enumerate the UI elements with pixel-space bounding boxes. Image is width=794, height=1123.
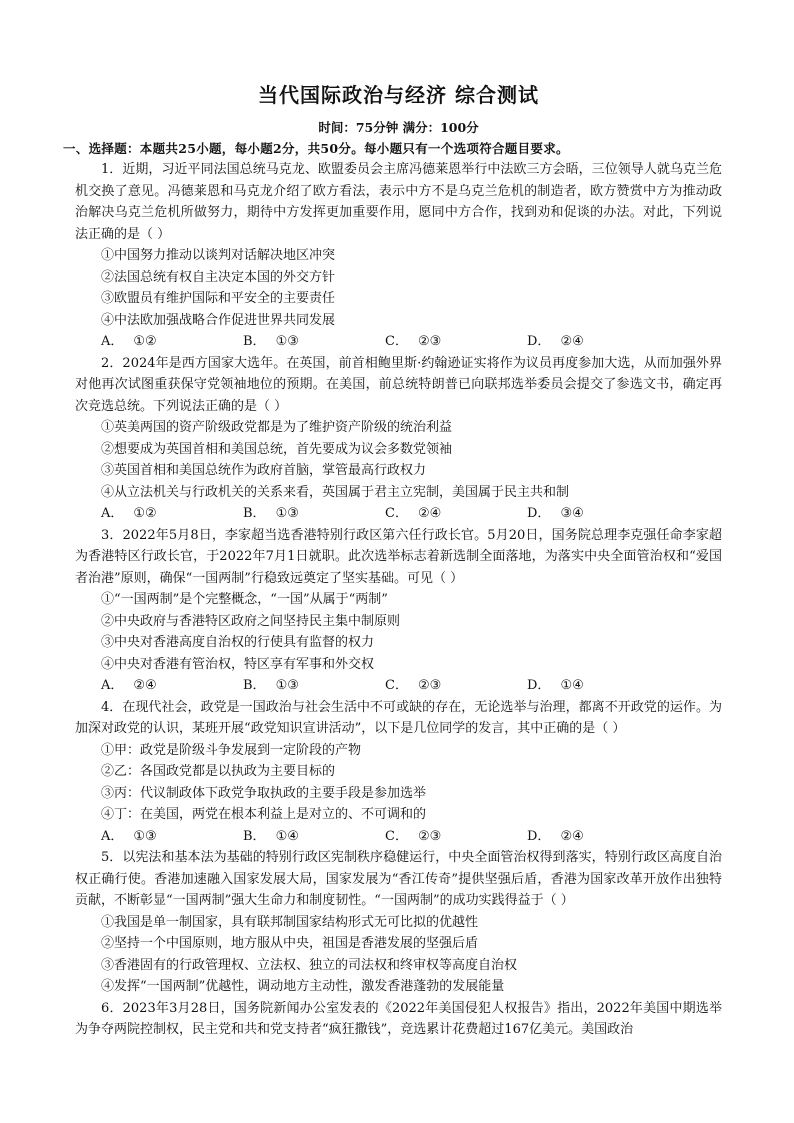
- question-option: ①我国是单一制国家，具有联邦制国家结构形式无可比拟的优越性: [101, 914, 479, 930]
- question-option: ②乙：各国政党都是以执政为主要目标的: [101, 764, 336, 779]
- question-option: ④丁：在美国，两党在根本利益上是对立的、不可调和的: [101, 807, 427, 822]
- choice-value: ②④: [133, 678, 157, 693]
- question-option: ③中央对香港高度自治权的行使具有监督的权力: [101, 635, 375, 650]
- question-3: [75, 525, 722, 697]
- exam-meta: 时间：75分钟 满分：100分: [318, 120, 479, 135]
- choice-value: ②④: [417, 506, 442, 521]
- answer-choice[interactable]: [101, 503, 243, 525]
- question-4: [75, 697, 722, 848]
- choice-value: ①③: [275, 678, 299, 693]
- choice-value: ①③: [275, 506, 299, 521]
- choice-letter: A．: [101, 506, 124, 521]
- choice-letter: D．: [527, 828, 551, 844]
- question-6: [75, 998, 722, 1041]
- answer-choices: [101, 331, 722, 353]
- choice-letter: C．: [385, 334, 408, 349]
- answer-choice[interactable]: [101, 826, 243, 848]
- question-option: ②中央政府与香港特区政府之间坚持民主集中制原则: [101, 613, 401, 629]
- choice-value: ①④: [275, 828, 299, 844]
- answer-choice[interactable]: [527, 331, 669, 353]
- question-stem: 2．2024年是西方国家大选年。在英国，前首相鲍里斯·约翰逊证实将作为议员再度参加大选，从而加强外界对他再次试图重获保守党领袖地位的预期。在美国，前总统特朗普已向联邦选举委员会提交了参选文书，确定再次竞选总统。下列说法正确的是（ ）: [75, 355, 722, 414]
- exam-title: 当代国际政治与经济 综合测试: [258, 83, 539, 107]
- answer-choice[interactable]: [385, 675, 527, 697]
- choice-value: ①②: [133, 334, 157, 349]
- answer-choices: [101, 503, 722, 525]
- choice-letter: C．: [385, 678, 408, 693]
- choice-value: ①②: [133, 506, 157, 521]
- question-stem: 3．2022年5月8日，李家超当选香港特别行政区第六任行政长官。5月20日，国务院总理李克强任命李家超为香港特区行政长官，于2022年7月1日就职。此次选举标志着新选制全面落地，为落实中央全面管治权和“爱国者治港”原则，确保“一国两制”行稳致远奠定了坚实基础。可见（ ）: [75, 527, 722, 586]
- answer-choice[interactable]: [527, 826, 669, 848]
- choice-value: ②④: [560, 828, 584, 844]
- question-stem: 5．以宪法和基本法为基础的特别行政区宪制秩序稳健运行，中央全面管治权得到落实，特别行政区高度自治权正确行使。香港加速融入国家发展大局，国家发展为“香江传奇”提供坚强后盾，香港为国家改革开放作出独特贡献，不断彰显“一国两制”强大生命力和制度韧性。“一国两制”的成功实践得益于（ ）: [75, 850, 722, 908]
- question-option: ③香港固有的行政管理权、立法权、独立的司法权和终审权等高度自治权: [101, 957, 518, 973]
- choice-letter: D．: [527, 334, 551, 349]
- choice-letter: A．: [101, 334, 124, 349]
- choice-value: ①③: [275, 334, 299, 349]
- choice-letter: C．: [385, 506, 408, 521]
- choice-letter: A．: [101, 678, 124, 693]
- answer-choice[interactable]: [527, 503, 669, 525]
- question-option: ①中国努力推动以谈判对话解决地区冲突: [101, 248, 336, 263]
- answer-choice[interactable]: [243, 503, 385, 525]
- answer-choice[interactable]: [527, 675, 669, 697]
- answer-choice[interactable]: [385, 503, 527, 525]
- choice-letter: B．: [243, 828, 266, 844]
- question-2: [75, 353, 722, 525]
- question-option: ①甲：政党是阶级斗争发展到一定阶段的产物: [101, 742, 362, 758]
- question-option: ①“一国两制”是个完整概念，“一国”从属于“两制”: [101, 592, 388, 607]
- choice-letter: B．: [243, 678, 266, 693]
- question-option: ④发挥“一国两制”优越性，调动地方主动性，激发香港蓬勃的发展能量: [101, 979, 505, 994]
- answer-choice[interactable]: [243, 675, 385, 697]
- answer-choice[interactable]: [101, 331, 243, 353]
- choice-value: ①③: [133, 828, 157, 844]
- question-option: ②坚持一个中国原则，地方服从中央，祖国是香港发展的坚强后盾: [101, 936, 479, 951]
- question-stem: 4．在现代社会，政党是一国政治与社会生活中不可或缺的存在，无论选举与治理，都离不开政党的运作。为加深对政党的认识，某班开展“政党知识宣讲活动”，以下是几位同学的发言，其中正确的是（ ）: [75, 699, 722, 736]
- question-option: ④从立法机关与行政机关的关系来看，英国属于君主立宪制，美国属于民主共和制: [101, 484, 570, 500]
- question-stem: 1．近期，习近平同法国总统马克龙、欧盟委员会主席冯德莱恩举行中法欧三方会晤，三位领导人就乌克兰危机交换了意见。冯德莱恩和马克龙介绍了欧方看法，表示中方不是乌克兰危机的制造者，欧方赞赏中方为推动政治解决乌克兰危机所做努力，期待中方发挥更加重要作用，愿同中方合作，找到劝和促谈的办法。对此，下列说法正确的是（ ）: [75, 162, 722, 242]
- answer-choice[interactable]: [243, 331, 385, 353]
- choice-letter: B．: [243, 334, 266, 349]
- answer-choices: [101, 826, 722, 848]
- question-stem: 6．2023年3月28日，国务院新闻办公室发表的《2022年美国侵犯人权报告》指出，2022年美国中期选举为争夺两院控制权，民主党和共和党支持者“疯狂撒钱”，竞选累计花费超过167亿美元。美国政治: [75, 1000, 722, 1037]
- section-heading: 一、选择题：本题共25小题，每小题2分，共50分。每小题只有一个选项符合题目要求。: [63, 141, 569, 156]
- question-option: ③欧盟员有维护国际和平安全的主要责任: [101, 291, 336, 306]
- question-option: ②法国总统有权自主决定本国的外交方针: [101, 269, 336, 285]
- choice-value: ②③: [417, 334, 442, 349]
- question-option: ④中央对香港有管治权，特区享有军事和外交权: [101, 656, 375, 672]
- question-list: [75, 159, 722, 1041]
- question-option: ③英国首相和美国总统作为政府首脑，掌管最高行政权力: [101, 463, 427, 478]
- choice-letter: D．: [527, 678, 551, 693]
- answer-choice[interactable]: [101, 675, 243, 697]
- choice-letter: D．: [527, 506, 551, 521]
- choice-value: ②④: [560, 334, 584, 349]
- answer-choice[interactable]: [385, 331, 527, 353]
- choice-value: ②③: [417, 678, 442, 693]
- question-option: ③丙：代议制政体下政党争取执政的主要手段是参加选举: [101, 785, 427, 801]
- answer-choices: [101, 675, 722, 697]
- question-1: [75, 159, 722, 353]
- choice-letter: B．: [243, 506, 266, 521]
- answer-choice[interactable]: [385, 826, 527, 848]
- choice-letter: A．: [101, 828, 124, 844]
- choice-value: ②③: [417, 828, 442, 844]
- choice-value: ③④: [560, 506, 584, 521]
- answer-choice[interactable]: [243, 826, 385, 848]
- choice-value: ①④: [560, 678, 584, 693]
- question-5: [75, 847, 722, 998]
- question-option: ①英美两国的资产阶级政党都是为了维护资产阶级的统治利益: [101, 420, 453, 435]
- question-option: ②想要成为英国首相和美国总统，首先要成为议会多数党领袖: [101, 441, 453, 457]
- question-option: ④中法欧加强战略合作促进世界共同发展: [101, 312, 336, 328]
- choice-letter: C．: [385, 828, 408, 844]
